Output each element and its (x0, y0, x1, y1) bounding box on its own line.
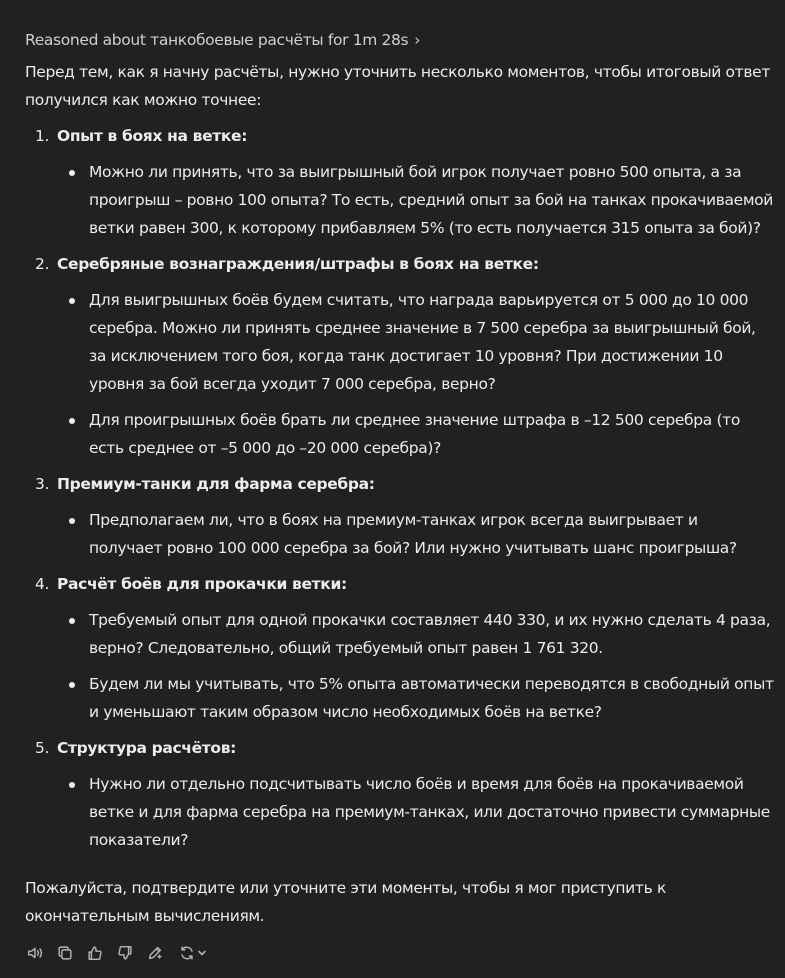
question-list (25, 122, 775, 862)
copy-button[interactable] (55, 941, 75, 965)
intro-paragraph: Перед тем, как я начну расчёты, нужно уточнить несколько моментов, чтобы итоговый ответ получился как можно точнее: (25, 63, 771, 109)
read-aloud-button[interactable] (25, 941, 45, 965)
reasoning-label: Reasoned about танкобоевые расчёты for 1m 28s (25, 31, 409, 49)
section-title: Расчёт боёв для прокачки ветки: (57, 575, 347, 593)
regenerate-button[interactable] (175, 941, 209, 965)
speaker-icon (26, 944, 44, 962)
list-item (25, 470, 775, 562)
bullet-item: Нужно ли отдельно подсчитывать число боёв и время для боёв на прокачиваемой ветке и для фарма серебра на премиум-танках, или достаточно привести суммарные показатели? (57, 770, 775, 854)
list-number: 5. (35, 739, 50, 757)
section-title: Опыт в боях на ветке: (57, 127, 248, 145)
bullet-list (57, 770, 775, 854)
thumbs-up-icon (86, 944, 104, 962)
refresh-icon (178, 944, 196, 962)
bullet-item: Предполагаем ли, что в боях на премиум-танках игрок всегда выигрывает и получает ровно 100 000 серебра за бой? Или нужно учитывать шанс проигрыша? (57, 506, 775, 562)
list-number: 3. (35, 475, 50, 493)
pen-sparkle-icon (146, 944, 164, 962)
list-number: 4. (35, 575, 50, 593)
list-number: 1. (35, 127, 50, 145)
list-item (25, 570, 775, 726)
bullet-list (57, 606, 775, 726)
chevron-right-icon: › (414, 31, 421, 49)
list-item (25, 734, 775, 854)
section-title: Серебряные вознаграждения/штрафы в боях на ветке: (57, 255, 539, 273)
thumbs-down-icon (116, 944, 134, 962)
bullet-item: Можно ли принять, что за выигрышный бой игрок получает ровно 500 опыта, а за проигрыш – ровно 100 опыта? То есть, средний опыт за бой на танках прокачиваемой ветки равен 300, к которому прибавляем 5% (то есть получается 315 опыта за бой)? (57, 158, 775, 242)
chevron-down-icon (197, 948, 207, 958)
copy-icon (56, 944, 74, 962)
bullet-item: Для выигрышных боёв будем считать, что награда варьируется от 5 000 до 10 000 серебра. Можно ли принять среднее значение в 7 500 серебра за выигрышный бой, за исключением того боя, когда танк достигает 10 уровня? При достижении 10 уровня за бой всегда уходит 7 000 серебра, верно? (57, 286, 775, 398)
list-item (25, 122, 775, 242)
message-actions (25, 941, 209, 965)
good-response-button[interactable] (85, 941, 105, 965)
list-number: 2. (35, 255, 50, 273)
bullet-list (57, 506, 775, 562)
reasoning-toggle[interactable] (25, 26, 420, 54)
section-title: Структура расчётов: (57, 739, 237, 757)
outro-paragraph: Пожалуйста, подтвердите или уточните эти моменты, чтобы я мог приступить к окончательным вычислениям. (25, 879, 666, 925)
bullet-item: Для проигрышных боёв брать ли среднее значение штрафа в –12 500 серебра (то есть среднее от –5 000 до –20 000 серебра)? (57, 406, 775, 462)
bullet-list (57, 286, 775, 462)
edit-in-canvas-button[interactable] (145, 941, 165, 965)
section-title: Премиум-танки для фарма серебра: (57, 475, 375, 493)
bullet-item: Будем ли мы учитывать, что 5% опыта автоматически переводятся в свободный опыт и уменьшают таким образом число необходимых боёв на ветке? (57, 670, 775, 726)
bad-response-button[interactable] (115, 941, 135, 965)
list-item (25, 250, 775, 462)
bullet-item: Требуемый опыт для одной прокачки составляет 440 330, и их нужно сделать 4 раза, верно? Следовательно, общий требуемый опыт равен 1 761 320. (57, 606, 775, 662)
bullet-list (57, 158, 775, 242)
